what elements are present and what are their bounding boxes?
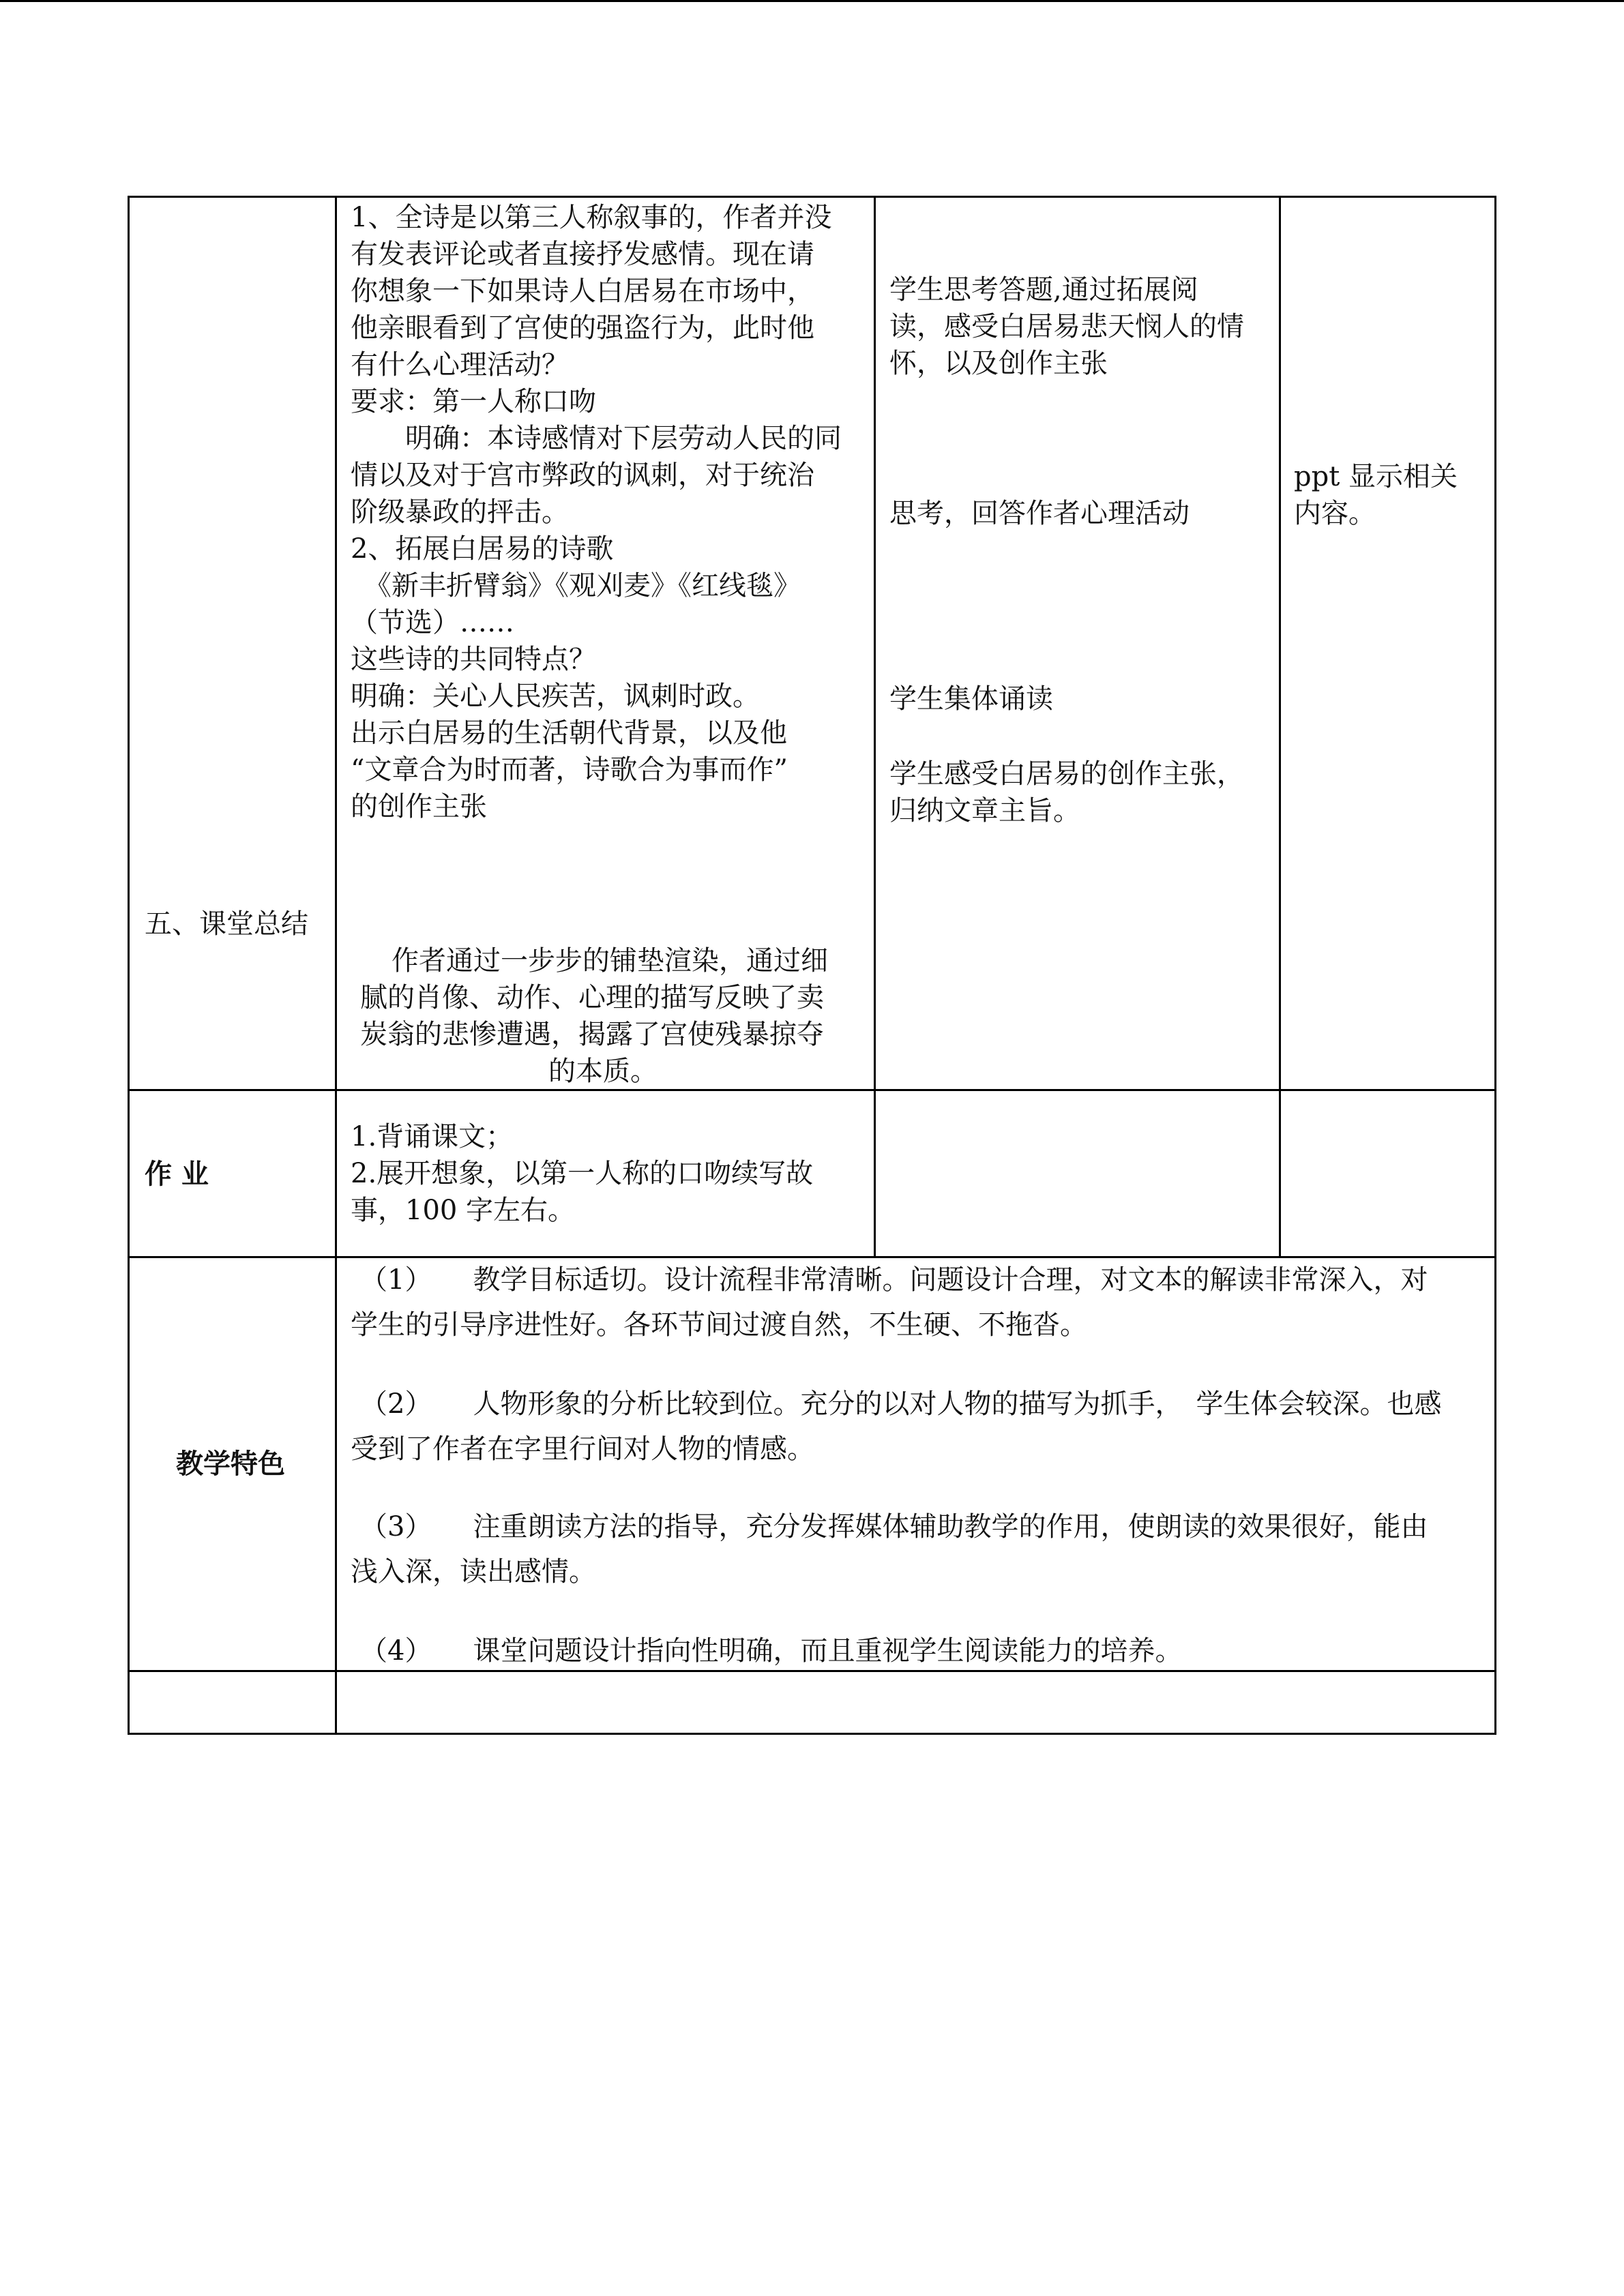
homework-line: 事，100 字左右。 (351, 1195, 576, 1226)
student-line: 怀，以及创作主张 (889, 348, 1108, 379)
teacher-line: 要求：第一人称口吻 (351, 386, 596, 417)
teacher-line: 的创作主张 (351, 791, 487, 822)
homework-line: 2.展开想象，以第一人称的口吻续写故 (351, 1158, 814, 1189)
feature-line: （2） 人物形象的分析比较到位。充分的以对人物的描写为抓手， 学生体会较深。也感 (360, 1388, 1442, 1420)
table-border-right (1494, 196, 1496, 1735)
page-top-border (0, 0, 1624, 2)
teacher-line: （节选）…… (351, 607, 514, 638)
media-line: ppt 显示相关 (1294, 461, 1458, 492)
student-line: 学生思考答题,通过拓展阅 (889, 274, 1198, 305)
teacher-line: 这些诗的共同特点？ (351, 644, 596, 675)
teacher-line: 《新丰折臂翁》《观刈麦》《红线毯》 (351, 570, 801, 601)
media-line: 内容。 (1294, 498, 1376, 529)
teacher-line: 阶级暴政的抨击。 (351, 496, 569, 528)
row-divider-3 (128, 1670, 1496, 1672)
student-line: 归纳文章主旨。 (889, 795, 1080, 826)
features-label: 教学特色 (176, 1448, 285, 1480)
summary-line: 炭翁的悲惨遭遇，揭露了宫使残暴掠夺 (360, 1019, 824, 1050)
student-line: 读，感受白居易悲天悯人的情 (889, 311, 1244, 342)
teacher-line: “文章合为时而著，诗歌合为事而作” (351, 754, 788, 786)
table-border-left (128, 196, 130, 1735)
teacher-line: 明确：关心人民疾苦，讽刺时政。 (351, 681, 760, 712)
summary-line: 的本质。 (548, 1056, 658, 1087)
teacher-line: 明确：本诗感情对下层劳动人民的同 (351, 423, 842, 454)
feature-line: （4） 课堂问题设计指向性明确，而且重视学生阅读能力的培养。 (360, 1635, 1183, 1667)
summary-line: 腻的肖像、动作、心理的描写反映了卖 (360, 982, 824, 1013)
table-border-top (128, 196, 1496, 198)
row-divider-2 (128, 1256, 1496, 1258)
feature-line: 学生的引导序进性好。各环节间过渡自然，不生硬、不拖沓。 (351, 1309, 1087, 1341)
feature-line: 受到了作者在字里行间对人物的情感。 (351, 1433, 814, 1465)
teacher-line: 你想象一下如果诗人白居易在市场中， (351, 275, 814, 307)
feature-line: （1） 教学目标适切。设计流程非常清晰。问题设计合理，对文本的解读非常深入，对 (360, 1264, 1428, 1296)
teacher-line: 他亲眼看到了宫使的强盗行为，此时他 (351, 312, 814, 344)
teacher-line: 有发表评论或者直接抒发感情。现在请 (351, 239, 814, 270)
table-border-bottom (128, 1733, 1496, 1735)
stage-label: 五、课堂总结 (145, 908, 308, 940)
student-line: 思考，回答作者心理活动 (889, 498, 1190, 529)
col-divider-2 (874, 196, 876, 1258)
col-divider-1 (335, 196, 337, 1735)
teacher-line: 2、拓展白居易的诗歌 (351, 533, 614, 565)
teacher-line: 出示白居易的生活朝代背景，以及他 (351, 717, 787, 749)
col-divider-3 (1279, 196, 1281, 1258)
teacher-line: 1、全诗是以第三人称叙事的，作者并没 (351, 202, 832, 233)
student-line: 学生感受白居易的创作主张， (889, 758, 1244, 790)
student-line: 学生集体诵读 (889, 683, 1053, 715)
feature-line: （3） 注重朗读方法的指导，充分发挥媒体辅助教学的作用，使朗读的效果很好，能由 (360, 1511, 1428, 1542)
homework-label: 作 业 (145, 1159, 209, 1190)
teacher-line: 情以及对于宫市弊政的讽刺，对于统治 (351, 460, 814, 491)
row-divider-1 (128, 1089, 1496, 1091)
summary-line: 作者通过一步步的铺垫渲染，通过细 (392, 945, 828, 976)
teacher-line: 有什么心理活动？ (351, 349, 569, 381)
feature-line: 浅入深，读出感情。 (351, 1556, 596, 1587)
homework-line: 1.背诵课文； (351, 1121, 514, 1152)
